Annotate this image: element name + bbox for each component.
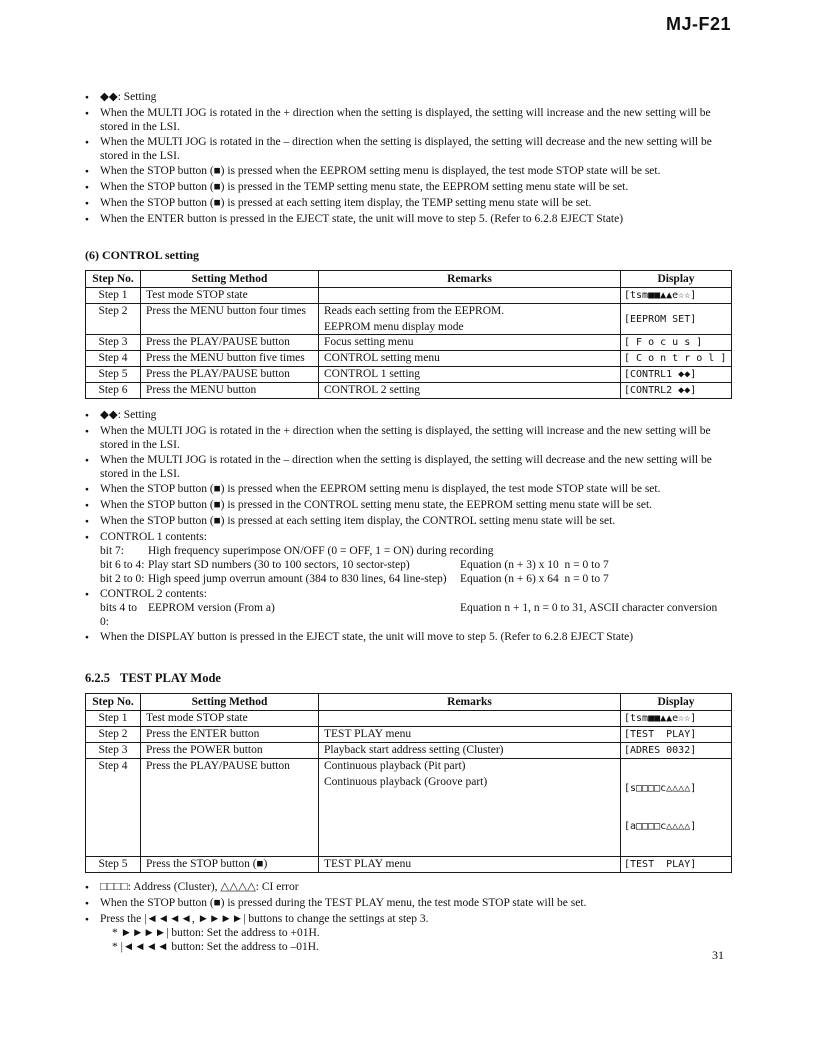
bullet-text: When the DISPLAY button is pressed in the EJECT state, the unit will move to step 5. (Refer to 6.2.8 EJECT State) xyxy=(100,631,634,643)
cell-method: Test mode STOP state xyxy=(141,711,319,727)
bullet-text: When the ENTER button is pressed in the EJECT state, the unit will move to step 5. (Refer to 6.2.8 EJECT State) xyxy=(100,213,624,225)
bit-label: bit 2 to 0: xyxy=(100,573,145,585)
bit-definition xyxy=(100,544,731,558)
table-row xyxy=(86,383,732,399)
page-number: 31 xyxy=(712,948,724,962)
cell-method: Press the MENU button five times xyxy=(141,351,319,367)
testplay-notes xyxy=(85,880,731,954)
cell-step: Step 3 xyxy=(86,335,141,351)
bullet-body xyxy=(100,530,731,586)
bullet-text: CONTROL 2 contents: xyxy=(100,588,207,600)
bit-description: EEPROM version (From a) xyxy=(148,602,275,614)
cell-remarks: Focus setting menu xyxy=(319,335,621,351)
list-item xyxy=(85,498,731,513)
list-item xyxy=(85,880,731,895)
cell-remarks xyxy=(319,288,621,304)
bit-label: bits 4 to 0: xyxy=(100,602,138,628)
cell-display: [ADRES 0032] xyxy=(621,743,732,759)
cell-method: Press the MENU button four times xyxy=(141,304,319,335)
list-item xyxy=(85,424,731,452)
bullet-icon: ● xyxy=(85,916,89,923)
bullet-icon: ● xyxy=(85,634,89,641)
skip-back-note: * |◄◄◄◄ button: Set the address to –01H. xyxy=(112,941,319,953)
bullet-icon: ● xyxy=(85,457,89,464)
bit-equation: Equation (n + 3) x 10 n = 0 to 7 xyxy=(460,559,609,571)
bullet-text: When the STOP button (■) is pressed in the CONTROL setting menu state, the EEPROM setting menu state will be set. xyxy=(100,499,653,511)
bullet-icon: ● xyxy=(85,486,89,493)
bullet-text: When the MULTI JOG is rotated in the + direction when the setting is displayed, the setting will increase and the new setting will be stored in the LSI. xyxy=(100,425,711,451)
list-item xyxy=(85,514,731,529)
bullet-icon: ● xyxy=(85,216,89,223)
col-header-remarks: Remarks xyxy=(319,694,621,711)
table-row xyxy=(86,351,732,367)
cell-remarks: TEST PLAY menu xyxy=(319,857,621,873)
table-row xyxy=(86,759,732,857)
bullet-body xyxy=(100,587,731,629)
list-item-control1-contents xyxy=(85,530,731,586)
cell-display: [ F o c u s ] xyxy=(621,335,732,351)
cell-method: Press the POWER button xyxy=(141,743,319,759)
bullet-text: When the STOP button (■) is pressed in the TEMP setting menu state, the EEPROM setting menu state will be set. xyxy=(100,181,629,193)
col-header-display: Display xyxy=(621,271,732,288)
list-item xyxy=(85,408,731,423)
bit-description: Play start SD numbers (30 to 100 sectors, 10 sector-step) xyxy=(148,559,410,571)
cell-step: Step 6 xyxy=(86,383,141,399)
cell-display xyxy=(621,759,732,857)
bullet-text: When the STOP button (■) is pressed when the EEPROM setting menu is displayed, the test mode STOP state will be set. xyxy=(100,483,661,495)
bullet-text: When the STOP button (■) is pressed during the TEST PLAY menu, the test mode STOP state will be set. xyxy=(100,897,587,909)
cell-step: Step 4 xyxy=(86,759,141,857)
table-row xyxy=(86,367,732,383)
remark-line: Reads each setting from the EEPROM. xyxy=(324,305,505,317)
bullet-icon: ● xyxy=(85,139,89,146)
bullet-text: Press the |◄◄◄◄, ►►►►| buttons to change the settings at step 3. xyxy=(100,913,429,925)
page-content xyxy=(85,0,731,955)
list-item xyxy=(85,90,731,105)
bullet-icon: ● xyxy=(85,591,89,598)
bit-label: bit 6 to 4: xyxy=(100,559,145,571)
cell-display: [TEST PLAY] xyxy=(621,727,732,743)
cell-step: Step 1 xyxy=(86,711,141,727)
cell-step: Step 2 xyxy=(86,304,141,335)
cell-display: [ C o n t r o l ] xyxy=(621,351,732,367)
model-number: MJ-F21 xyxy=(665,14,731,34)
cell-display: [tsm■■▲▲e☆☆] xyxy=(621,288,732,304)
bit-definition xyxy=(100,572,731,586)
cell-step: Step 3 xyxy=(86,743,141,759)
bullet-icon: ● xyxy=(85,884,89,891)
cell-step: Step 4 xyxy=(86,351,141,367)
list-item-control2-contents xyxy=(85,587,731,629)
cell-remarks xyxy=(319,711,621,727)
section-number: 6.2.5 xyxy=(85,671,110,685)
bullet-text: CONTROL 1 contents: xyxy=(100,531,207,543)
table-header-row xyxy=(86,694,732,711)
cell-step: Step 5 xyxy=(86,367,141,383)
testplay-section-title xyxy=(85,671,731,686)
skip-forward-note: * ►►►►| button: Set the address to +01H. xyxy=(112,927,320,939)
cell-method: Press the PLAY/PAUSE button xyxy=(141,335,319,351)
table-row xyxy=(86,711,732,727)
bullet-text: When the STOP button (■) is pressed at each setting item display, the CONTROL setting menu state will be set. xyxy=(100,515,616,527)
cell-remarks xyxy=(319,759,621,857)
bullet-text: □□□□: Address (Cluster), △△△△: CI error xyxy=(100,881,299,893)
bit-definition xyxy=(100,601,731,629)
table-row xyxy=(86,743,732,759)
bullet-icon: ● xyxy=(85,110,89,117)
list-item xyxy=(85,482,731,497)
display-line: [s□□□□c△△△△] xyxy=(624,783,697,794)
bullet-text: When the STOP button (■) is pressed at each setting item display, the TEMP setting menu state will be set. xyxy=(100,197,592,209)
control-setting-notes xyxy=(85,408,731,645)
table-row xyxy=(86,335,732,351)
table-row xyxy=(86,727,732,743)
bullet-icon: ● xyxy=(85,184,89,191)
list-item xyxy=(85,212,731,227)
control-setting-title: (6) CONTROL setting xyxy=(85,248,199,262)
cell-display: [TEST PLAY] xyxy=(621,857,732,873)
table-header-row xyxy=(86,271,732,288)
list-item xyxy=(85,164,731,179)
list-item xyxy=(85,630,731,645)
bullet-icon: ● xyxy=(85,518,89,525)
remark-line: EEPROM menu display mode xyxy=(324,321,464,333)
col-header-method: Setting Method xyxy=(141,694,319,711)
section-title-text: TEST PLAY Mode xyxy=(120,671,221,685)
cell-remarks: Playback start address setting (Cluster) xyxy=(319,743,621,759)
cell-remarks xyxy=(319,304,621,335)
testplay-table xyxy=(85,693,732,873)
remark-line: Continuous playback (Groove part) xyxy=(324,776,488,788)
cell-method: Press the MENU button xyxy=(141,383,319,399)
cell-method: Press the STOP button (■) xyxy=(141,857,319,873)
cell-remarks: CONTROL 2 setting xyxy=(319,383,621,399)
list-item xyxy=(85,106,731,134)
col-header-method: Setting Method xyxy=(141,271,319,288)
cell-method: Press the PLAY/PAUSE button xyxy=(141,367,319,383)
bullet-text: ◆◆: Setting xyxy=(100,91,157,103)
table-row xyxy=(86,304,732,335)
bit-equation: Equation n + 1, n = 0 to 31, ASCII character conversion xyxy=(460,602,718,614)
cell-display: [CONTRL2 ◆◆] xyxy=(621,383,732,399)
bullet-icon: ● xyxy=(85,168,89,175)
bullet-icon: ● xyxy=(85,94,89,101)
bit-label: bit 7: xyxy=(100,545,124,557)
bullet-text: When the MULTI JOG is rotated in the – direction when the setting is displayed, the setting will decrease and the new setting will be stored in the LSI. xyxy=(100,454,712,480)
list-item xyxy=(85,896,731,911)
bullet-text: When the STOP button (■) is pressed when the EEPROM setting menu is displayed, the test mode STOP state will be set. xyxy=(100,165,661,177)
display-line: [a□□□□c△△△△] xyxy=(624,821,697,832)
list-item xyxy=(85,196,731,211)
cell-display: [CONTRL1 ◆◆] xyxy=(621,367,732,383)
list-item-skip-buttons xyxy=(85,912,731,954)
cell-method: Test mode STOP state xyxy=(141,288,319,304)
cell-step: Step 5 xyxy=(86,857,141,873)
bit-description: High frequency superimpose ON/OFF (0 = OFF, 1 = ON) during recording xyxy=(148,545,494,557)
remark-line: Continuous playback (Pit part) xyxy=(324,760,466,772)
col-header-remarks: Remarks xyxy=(319,271,621,288)
table-row xyxy=(86,857,732,873)
bullet-icon: ● xyxy=(85,534,89,541)
cell-step: Step 1 xyxy=(86,288,141,304)
list-item xyxy=(85,180,731,195)
bullet-icon: ● xyxy=(85,412,89,419)
bit-equation: Equation (n + 6) x 64 n = 0 to 7 xyxy=(460,573,609,585)
table-row xyxy=(86,288,732,304)
control-setting-table xyxy=(85,270,732,399)
cell-remarks: CONTROL 1 setting xyxy=(319,367,621,383)
bullet-icon: ● xyxy=(85,900,89,907)
cell-display: [EEPROM SET] xyxy=(621,304,732,335)
bullet-text: When the MULTI JOG is rotated in the + direction when the setting is displayed, the setting will increase and the new setting will be stored in the LSI. xyxy=(100,107,711,133)
cell-step: Step 2 xyxy=(86,727,141,743)
bit-definition xyxy=(100,558,731,572)
cell-method: Press the PLAY/PAUSE button xyxy=(141,759,319,857)
list-item xyxy=(85,453,731,481)
eeprom-setting-notes xyxy=(85,90,731,227)
cell-remarks: TEST PLAY menu xyxy=(319,727,621,743)
cell-display: [tsm■■▲▲e☆☆] xyxy=(621,711,732,727)
bullet-text: When the MULTI JOG is rotated in the – direction when the setting is displayed, the setting will decrease and the new setting will be stored in the LSI. xyxy=(100,136,712,162)
col-header-step: Step No. xyxy=(86,271,141,288)
list-item xyxy=(85,135,731,163)
bit-description: High speed jump overrun amount (384 to 830 lines, 64 line-step) xyxy=(148,573,447,585)
col-header-step: Step No. xyxy=(86,694,141,711)
bullet-icon: ● xyxy=(85,200,89,207)
bullet-text: ◆◆: Setting xyxy=(100,409,157,421)
bullet-icon: ● xyxy=(85,502,89,509)
col-header-display: Display xyxy=(621,694,732,711)
bullet-icon: ● xyxy=(85,428,89,435)
cell-remarks: CONTROL setting menu xyxy=(319,351,621,367)
cell-method: Press the ENTER button xyxy=(141,727,319,743)
bullet-body xyxy=(100,912,731,954)
